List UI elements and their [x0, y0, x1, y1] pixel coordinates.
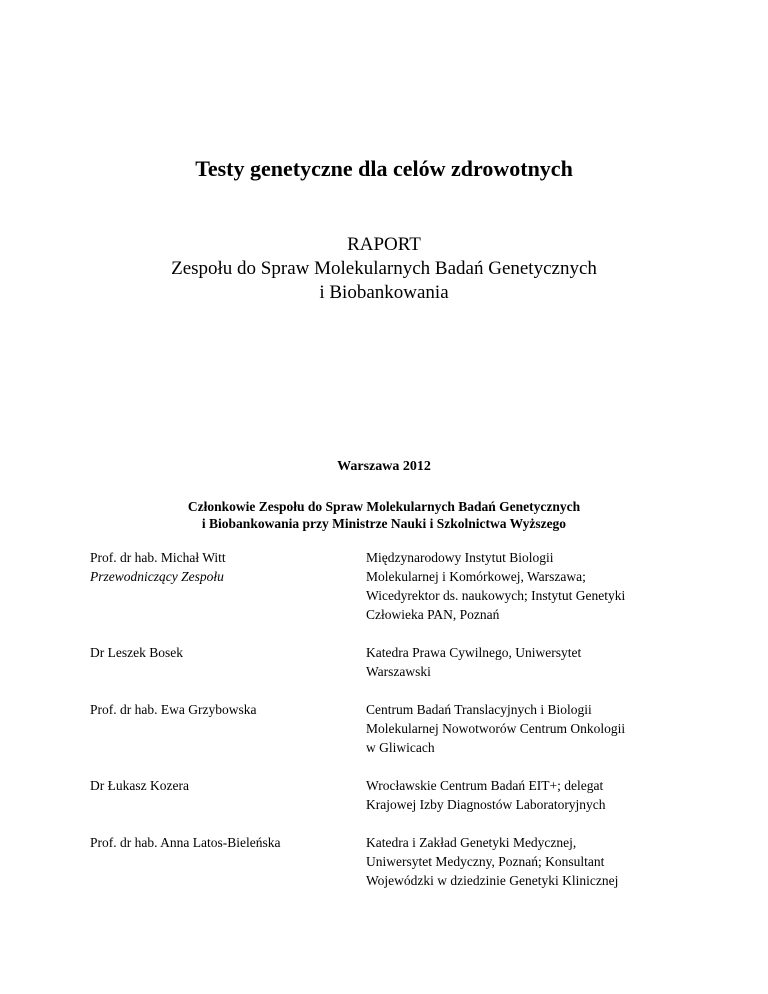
member-affiliation	[366, 833, 676, 890]
member-name-column	[90, 833, 366, 890]
member-row	[90, 548, 690, 624]
member-name: Dr Leszek Bosek	[90, 645, 183, 660]
report-subtitle-line-2: i Biobankowania	[319, 282, 449, 303]
member-row	[90, 833, 690, 890]
member-affiliation	[366, 643, 676, 681]
affiliation-line: Wicedyrektor ds. naukowych; Instytut Genetyki	[366, 588, 626, 603]
affiliation-line: Uniwersytet Medyczny, Poznań; Konsultant	[366, 854, 605, 869]
member-row	[90, 776, 690, 814]
affiliation-line: Molekularnej i Komórkowej, Warszawa;	[366, 569, 586, 584]
member-name: Dr Łukasz Kozera	[90, 778, 189, 793]
report-heading	[0, 233, 768, 305]
affiliation-line: Człowieka PAN, Poznań	[366, 607, 500, 622]
member-affiliation	[366, 776, 676, 814]
member-role: Przewodniczący Zespołu	[90, 569, 224, 584]
member-name-column	[90, 548, 366, 624]
member-name: Prof. dr hab. Ewa Grzybowska	[90, 702, 257, 717]
member-name: Prof. dr hab. Anna Latos-Bieleńska	[90, 835, 281, 850]
member-row	[90, 643, 690, 681]
affiliation-line: Centrum Badań Translacyjnych i Biologii	[366, 702, 592, 717]
report-subtitle-line-1: Zespołu do Spraw Molekularnych Badań Genetycznych	[171, 258, 597, 279]
affiliation-line: Międzynarodowy Instytut Biologii	[366, 550, 554, 565]
document-title: Testy genetyczne dla celów zdrowotnych	[195, 156, 573, 181]
members-heading-line-2: i Biobankowania przy Ministrze Nauki i Szkolnictwa Wyższego	[201, 516, 567, 531]
member-name: Prof. dr hab. Michał Witt	[90, 550, 226, 565]
member-row	[90, 700, 690, 757]
affiliation-line: Krajowej Izby Diagnostów Laboratoryjnych	[366, 797, 606, 812]
member-affiliation	[366, 548, 676, 624]
affiliation-line: Katedra Prawa Cywilnego, Uniwersytet	[366, 645, 582, 660]
member-name-column	[90, 776, 366, 814]
affiliation-line: Katedra i Zakład Genetyki Medycznej,	[366, 835, 577, 850]
affiliation-line: Wojewódzki w dziedzinie Genetyki Klinicznej	[366, 873, 619, 888]
affiliation-line: Wrocławskie Centrum Badań EIT+; delegat	[366, 778, 604, 793]
members-heading-line-1: Członkowie Zespołu do Spraw Molekularnych Badań Genetycznych	[187, 499, 581, 514]
city-year: Warszawa 2012	[337, 459, 431, 474]
affiliation-line: Warszawski	[366, 664, 431, 679]
members-heading	[0, 498, 768, 532]
member-affiliation	[366, 700, 676, 757]
report-label: RAPORT	[347, 234, 421, 255]
affiliation-line: Molekularnej Nowotworów Centrum Onkologii	[366, 721, 626, 736]
affiliation-line: w Gliwicach	[366, 740, 435, 755]
member-name-column	[90, 643, 366, 681]
member-name-column	[90, 700, 366, 757]
members-list	[90, 548, 690, 909]
